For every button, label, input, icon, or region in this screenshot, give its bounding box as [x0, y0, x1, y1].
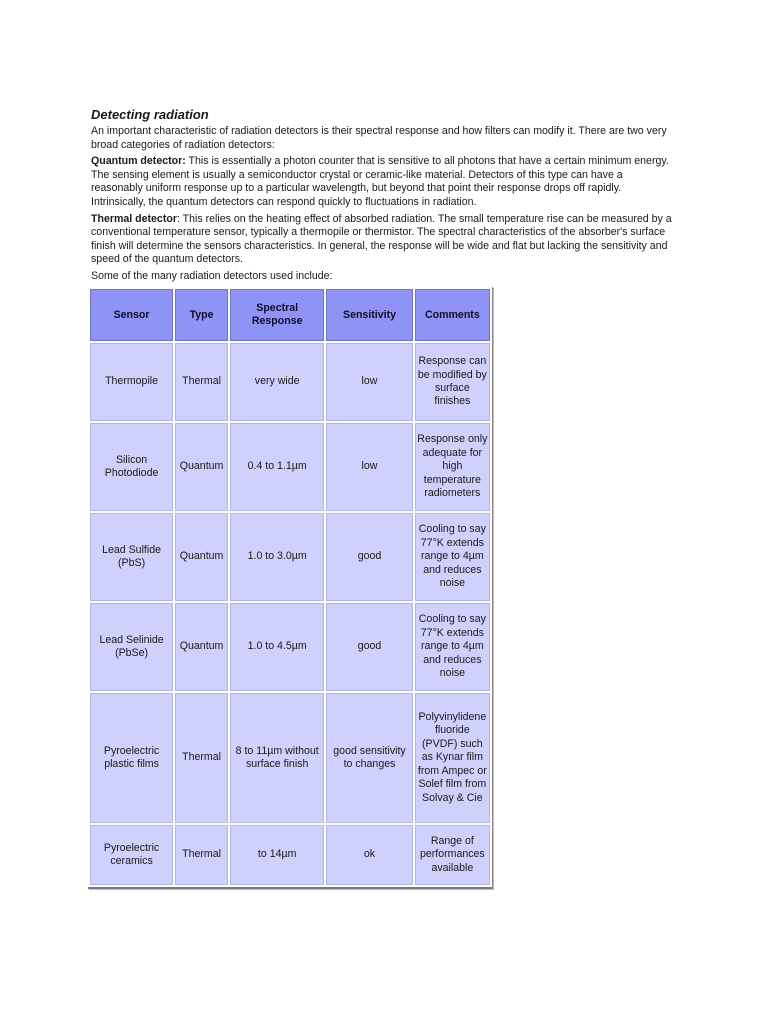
sensor-cell: Pyroelectric ceramics: [90, 825, 173, 885]
header-comments: Comments: [415, 289, 490, 341]
thermal-paragraph: [91, 213, 676, 267]
thermal-label: Thermal detector: [91, 212, 177, 225]
article: [91, 107, 676, 287]
type-cell: Thermal: [175, 825, 228, 885]
spectral-cell: to 14µm: [230, 825, 324, 885]
quantum-label: Quantum detector:: [91, 155, 186, 168]
header-spectral-response: Spectral Response: [230, 289, 324, 341]
comments-cell: Response can be modified by surface finishes: [415, 343, 490, 421]
type-cell: Quantum: [175, 603, 228, 691]
header-sensor: Sensor: [90, 289, 173, 341]
header-type: Type: [175, 289, 228, 341]
table-row: [90, 693, 490, 823]
sensor-cell: Lead Selinide (PbSe): [90, 603, 173, 691]
table-row: [90, 825, 490, 885]
table-row: [90, 423, 490, 511]
sensor-cell: Silicon Photodiode: [90, 423, 173, 511]
table-row: [90, 513, 490, 601]
comments-cell: Polyvinylidene fluoride (PVDF) such as Kynar film from Ampec or Solef film from Solvay & Cie: [415, 693, 490, 823]
sensitivity-cell: low: [326, 343, 412, 421]
spectral-cell: 1.0 to 4.5µm: [230, 603, 324, 691]
type-cell: Thermal: [175, 693, 228, 823]
lead-in-paragraph: Some of the many radiation detectors used include:: [91, 269, 333, 282]
table-header-row: [90, 289, 490, 341]
comments-cell: Range of performances available: [415, 825, 490, 885]
sensitivity-cell: good: [326, 513, 412, 601]
quantum-text: This is essentially a photon counter that is sensitive to all photons that have a certain minimum energy. The sensing element is usually a semiconductor crystal or ceramic-like material. Detectors of this type can have a reasonably uniform response up to a particular wavelength, but beyond that point their response drops off rapidly. Intrinsically, the quantum detectors can respond quickly to fluctuations in radiation.: [91, 155, 669, 208]
intro-paragraph: An important characteristic of radiation detectors is their spectral response and how filters can modify it. There are two very broad categories of radiation detectors:: [91, 125, 667, 151]
type-cell: Thermal: [175, 343, 228, 421]
sensitivity-cell: ok: [326, 825, 412, 885]
sensor-cell: Pyroelectric plastic films: [90, 693, 173, 823]
sensitivity-cell: good: [326, 603, 412, 691]
header-sensitivity: Sensitivity: [326, 289, 412, 341]
table-row: [90, 603, 490, 691]
detectors-table: [88, 287, 493, 889]
thermal-text: : This relies on the heating effect of absorbed radiation. The small temperature rise can be measured by a conventional temperature sensor, typically a thermopile or thermistor. The spectral characteristics of the absorber's surface finish will determine the sensors characteristics. In general, the response will be wide and flat but lacking the sensitivity and speed of the quantum detectors.: [91, 212, 672, 266]
sensitivity-cell: low: [326, 423, 412, 511]
type-cell: Quantum: [175, 423, 228, 511]
sensor-cell: Lead Sulfide (PbS): [90, 513, 173, 601]
section-title: Detecting radiation: [91, 107, 209, 122]
comments-cell: Response only adequate for high temperature radiometers: [415, 423, 490, 511]
spectral-cell: 1.0 to 3.0µm: [230, 513, 324, 601]
quantum-paragraph: [91, 155, 676, 209]
spectral-cell: 8 to 11µm without surface finish: [230, 693, 324, 823]
sensor-link[interactable]: Thermopile: [90, 343, 173, 421]
spectral-cell: 0.4 to 1.1µm: [230, 423, 324, 511]
comments-cell: Cooling to say 77°K extends range to 4µm and reduces noise: [415, 603, 490, 691]
sensitivity-cell: good sensitivity to changes: [326, 693, 412, 823]
table-row: [90, 343, 490, 421]
type-cell: Quantum: [175, 513, 228, 601]
spectral-cell: very wide: [230, 343, 324, 421]
comments-cell: Cooling to say 77°K extends range to 4µm and reduces noise: [415, 513, 490, 601]
